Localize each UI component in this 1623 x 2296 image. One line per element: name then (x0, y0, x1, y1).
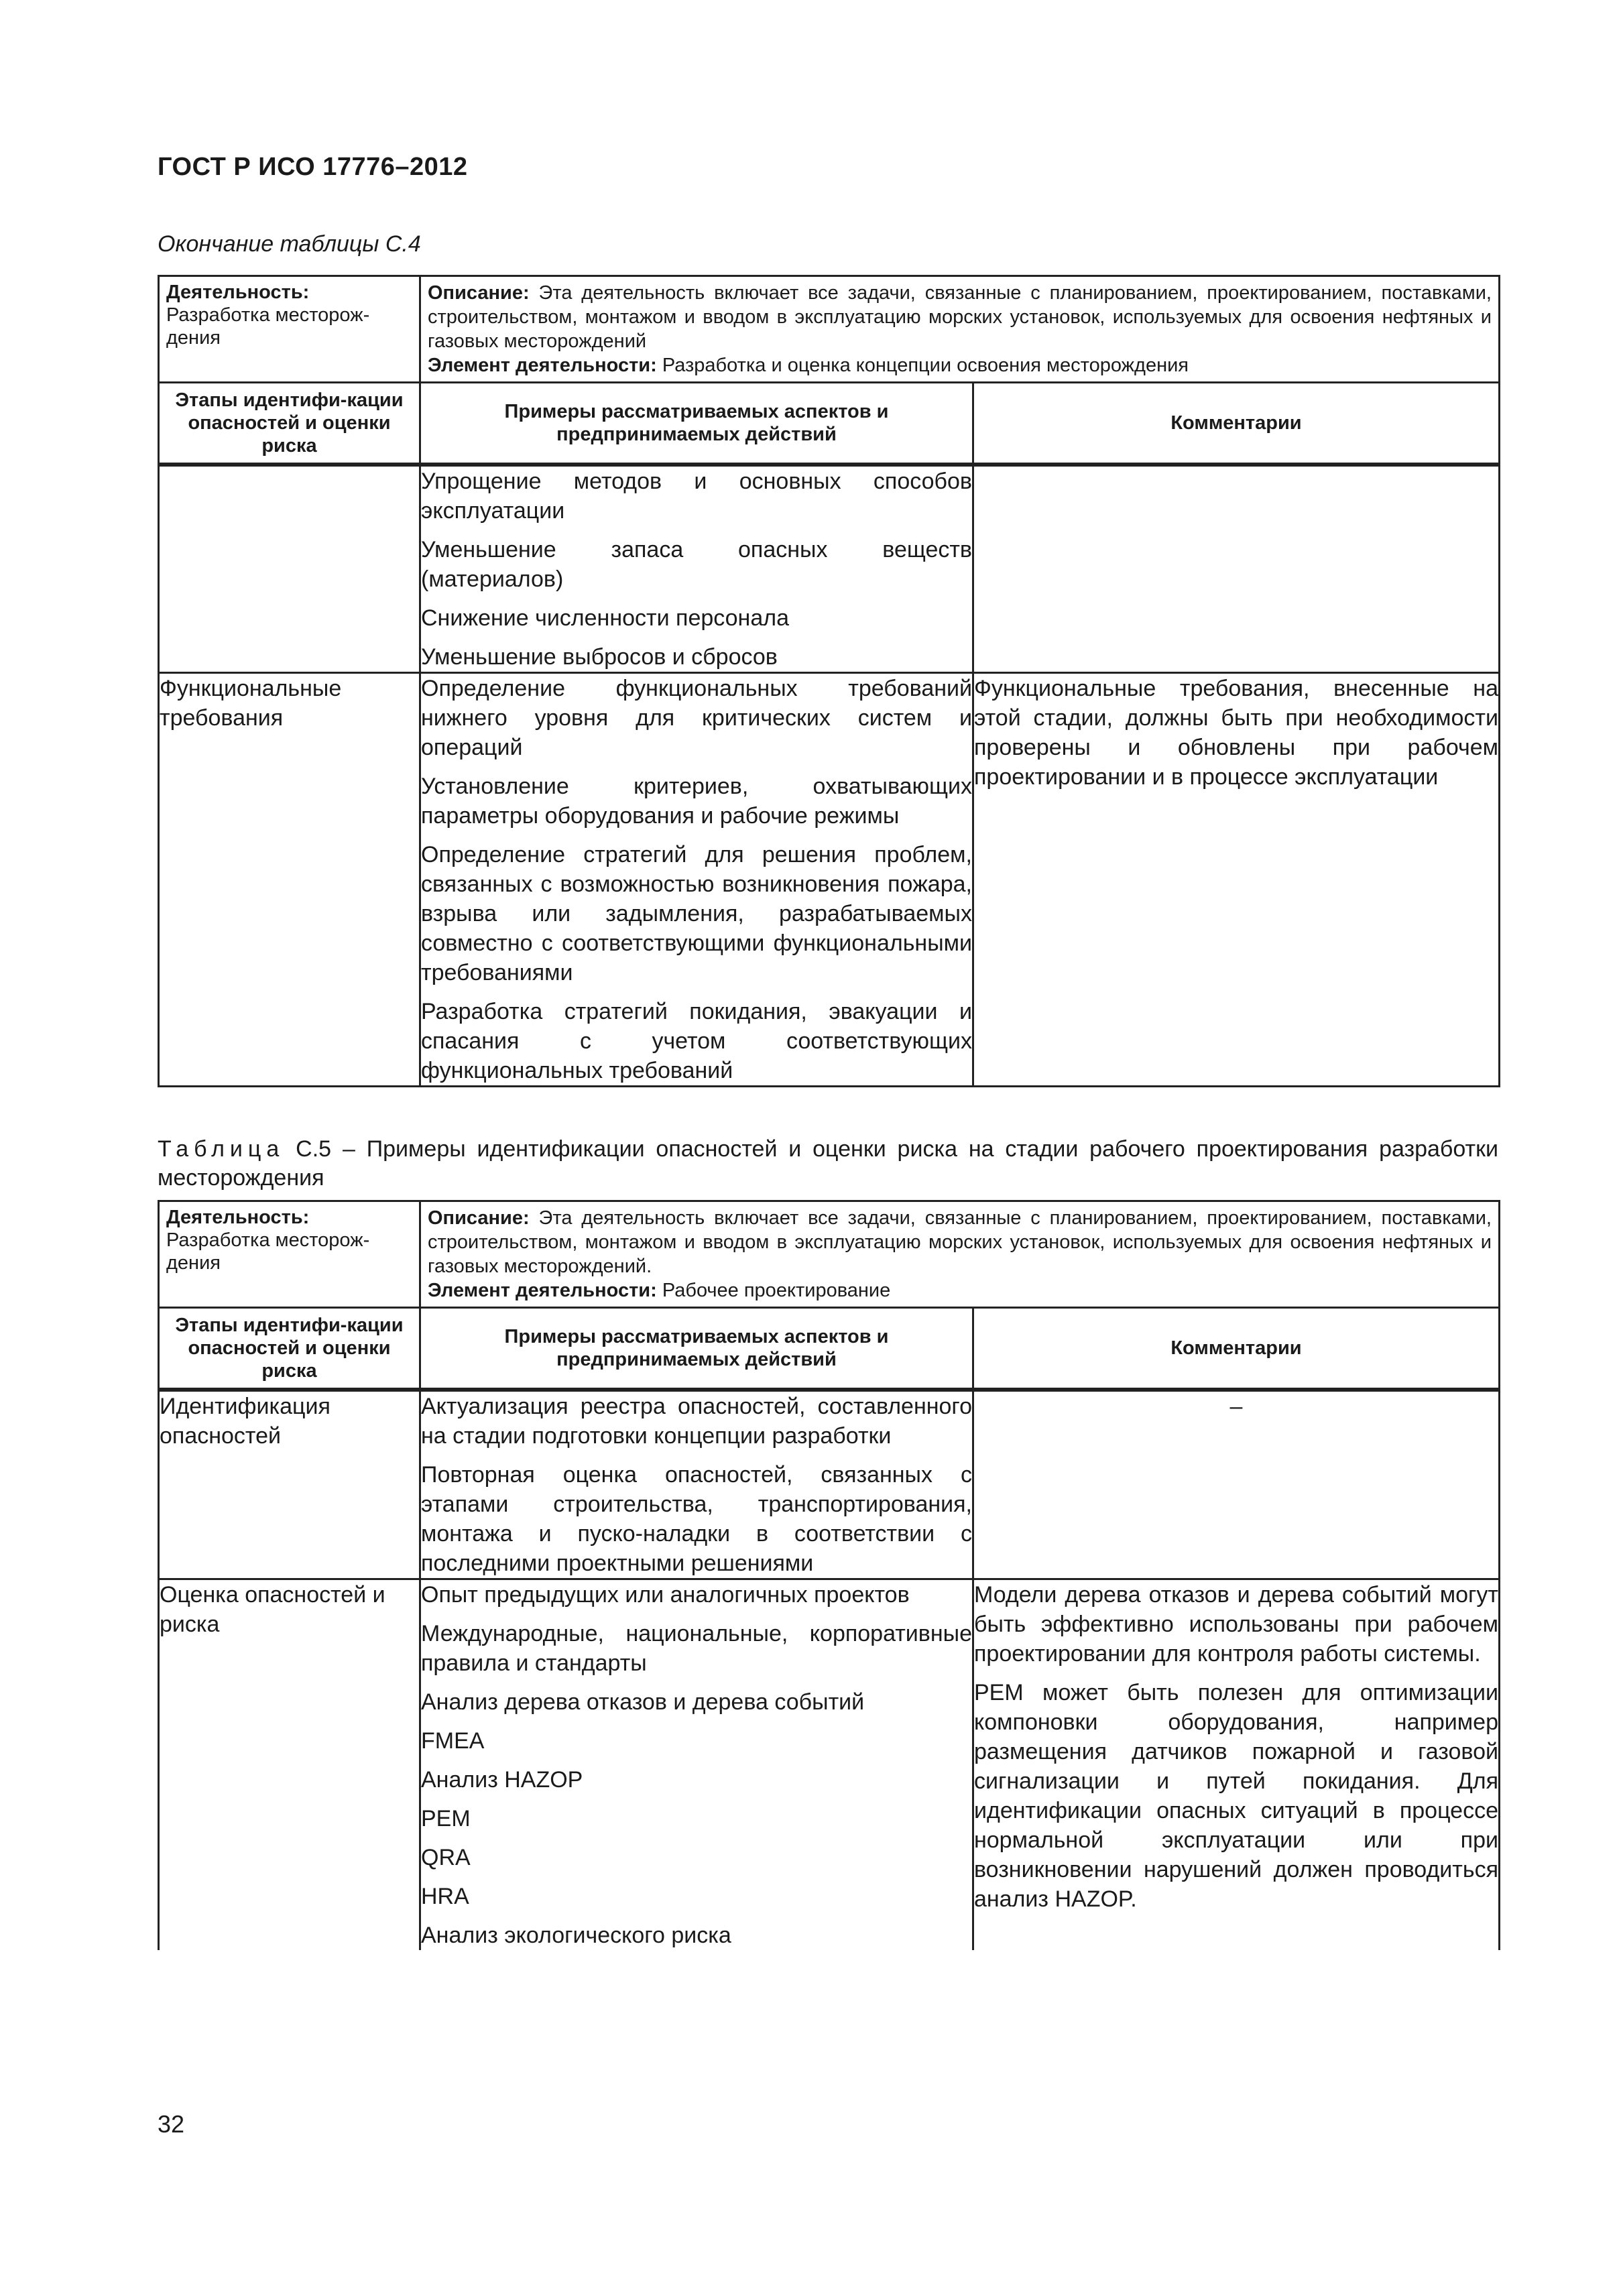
table-caption-prefix: Таблица (158, 1136, 285, 1162)
table-c4 (158, 275, 1500, 1087)
example-item: Установление критериев, охватывающих параметры оборудования и рабочие режимы (421, 773, 972, 829)
description-cell (420, 1201, 1500, 1308)
table-continuation-label: Окончание таблицы С.4 (158, 231, 421, 257)
example-item: Анализ HAZOP (421, 1766, 583, 1793)
comment-cell (973, 465, 1500, 673)
example-item: Определение функциональных требований нижнего уровня для критических систем и операций (421, 675, 972, 760)
activity-cell (159, 276, 420, 383)
column-header: Этапы идентифи-кации опасностей и оценки риска (159, 1308, 420, 1390)
example-item: Уменьшение запаса опасных веществ (материалов) (421, 536, 972, 592)
example-item: Актуализация реестра опасностей, составленного на стадии подготовки концепции разработки (421, 1393, 972, 1449)
example-item: Разработка стратегий покидания, эвакуации и спасания с учетом соответствующих функциональных требований (421, 998, 972, 1083)
stage-cell: Функциональные требования (159, 672, 420, 1086)
example-item: Повторная оценка опасностей, связанных с этапами строительства, транспортирования, монтажа и пуско-наладки в соответствии с последними проектными решениями (421, 1461, 972, 1576)
table-meta-row (159, 276, 1500, 383)
description-label: Описание: (428, 1207, 530, 1229)
comment-text: Функциональные требования, внесенные на этой стадии, должны быть при необходимости проверены и обновлены при рабочем проектировании и в процессе эксплуатации (974, 675, 1498, 790)
description-text: Эта деятельность включает все задачи, связанные с планированием, проектированием, поставками, строительством, монтажом и вводом в эксплуатацию морских установок, используемых для освоения нефтяных и газовых месторождений. (428, 1207, 1492, 1277)
example-item: PEM (421, 1805, 471, 1831)
table-caption-text: С.5 – Примеры идентификации опасностей и оценки риска на стадии рабочего проектирования разработки месторождения (158, 1136, 1498, 1191)
description-cell (420, 276, 1500, 383)
examples-cell (420, 1390, 973, 1579)
example-item: Упрощение методов и основных способов эксплуатации (421, 468, 972, 524)
element-label: Элемент деятельности: (428, 355, 657, 376)
column-header: Комментарии (973, 1308, 1500, 1390)
examples-cell (420, 465, 973, 673)
description-label: Описание: (428, 282, 530, 304)
column-header: Этапы идентифи-кации опасностей и оценки риска (159, 383, 420, 465)
stage-cell: Оценка опасностей и риска (159, 1579, 420, 1950)
stage-cell (159, 465, 420, 673)
activity-value: Разработка месторож-дения (166, 1229, 370, 1274)
table-row (159, 1390, 1500, 1579)
example-item: FMEA (421, 1728, 485, 1754)
table-row (159, 465, 1500, 673)
example-item: Опыт предыдущих или аналогичных проектов (421, 1581, 910, 1608)
column-header-row (159, 1308, 1500, 1390)
table-row (159, 1579, 1500, 1950)
comment-cell (973, 672, 1500, 1086)
comment-text: PEM может быть полезен для оптимизации компоновки оборудования, например размещения датчиков пожарной и газовой сигнализации и путей покидания. Для идентификации опасных ситуаций в процессе нормальной эксплуатации или при возникновении нарушений должен проводиться анализ HAZOP. (974, 1679, 1498, 1912)
example-item: Определение стратегий для решения проблем, связанных с возможностью возникновения пожара, взрыва или задымления, разрабатываемых совместно с соответствующими функциональными требованиями (421, 841, 972, 985)
column-header-row (159, 383, 1500, 465)
table-meta-row (159, 1201, 1500, 1308)
stage-cell: Идентификация опасностей (159, 1390, 420, 1579)
element-text: Рабочее проектирование (656, 1280, 891, 1301)
example-item: QRA (421, 1844, 471, 1870)
example-item: Международные, национальные, корпоративные правила и стандарты (421, 1620, 972, 1676)
column-header: Примеры рассматриваемых аспектов и предпринимаемых действий (420, 1308, 973, 1390)
table-c5 (158, 1200, 1500, 1950)
element-label: Элемент деятельности: (428, 1280, 657, 1301)
example-item: Анализ дерева отказов и дерева событий (421, 1689, 865, 1715)
document-header: ГОСТ Р ИСО 17776–2012 (158, 153, 468, 181)
example-item: Уменьшение выбросов и сбросов (421, 644, 778, 670)
element-text: Разработка и оценка концепции освоения месторождения (656, 355, 1189, 376)
page-number: 32 (158, 2110, 185, 2138)
description-text: Эта деятельность включает все задачи, связанные с планированием, проектированием, поставками, строительством, монтажом и вводом в эксплуатацию морских установок, используемых для освоения нефтяных и газовых месторождений (428, 282, 1492, 352)
activity-label: Деятельность: (166, 282, 310, 303)
example-item: HRA (421, 1883, 469, 1909)
activity-cell (159, 1201, 420, 1308)
table-row (159, 672, 1500, 1086)
comment-cell (973, 1579, 1500, 1950)
column-header: Комментарии (973, 383, 1500, 465)
comment-text: Модели дерева отказов и дерева событий могут быть эффективно использованы при рабочем проектировании для контроля работы системы. (974, 1581, 1498, 1667)
example-item: Анализ экологического риска (421, 1922, 731, 1948)
column-header: Примеры рассматриваемых аспектов и предпринимаемых действий (420, 383, 973, 465)
activity-value: Разработка месторож-дения (166, 304, 370, 349)
example-item: Снижение численности персонала (421, 605, 789, 631)
activity-label: Деятельность: (166, 1207, 310, 1228)
comment-cell: – (973, 1390, 1500, 1579)
examples-cell (420, 672, 973, 1086)
examples-cell (420, 1579, 973, 1950)
table-c5-caption (158, 1135, 1498, 1193)
